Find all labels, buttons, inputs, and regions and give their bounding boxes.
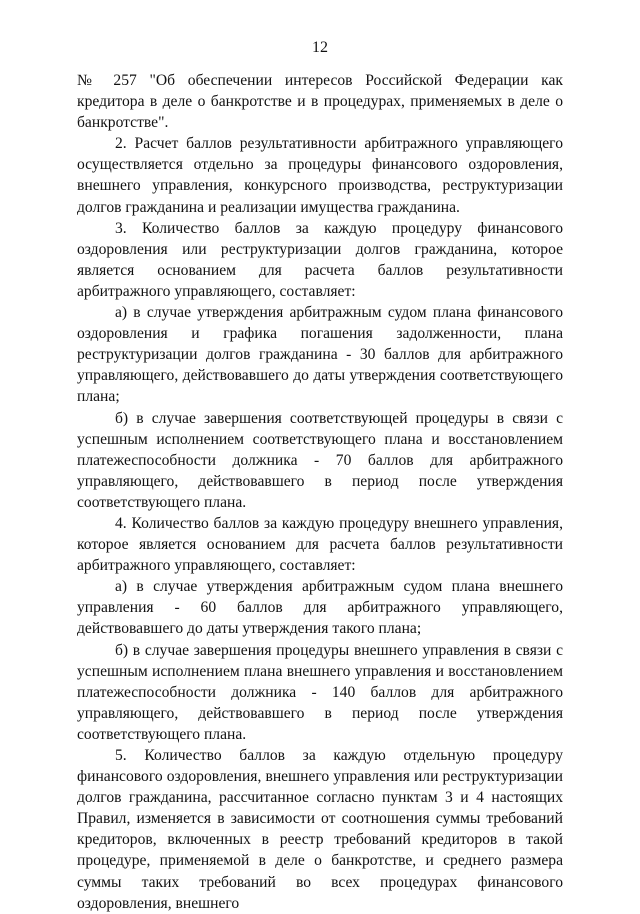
paragraph-decree-reference: № 257 "Об обеспечении интересов Российской Федерации как кредитора в деле о банкротстве и в процедурах, применяемых в деле о банкротстве".	[77, 72, 563, 132]
paragraph-item-4: 4. Количество баллов за каждую процедуру внешнего управления, которое является основанием для расчета баллов результативности арбитражного управляющего, составляет:	[77, 514, 563, 575]
page-number: 12	[312, 39, 328, 56]
document-body	[77, 70, 563, 914]
paragraph-item-2: 2. Расчет баллов результативности арбитражного управляющего осуществляется отдельно за процедуры финансового оздоровления, внешнего управления, конкурсного производства, реструктуризации долгов гражданина и реализации имущества гражданина.	[77, 135, 563, 216]
paragraph-item-3a: а) в случае утверждения арбитражным судом плана финансового оздоровления и графика погашения задолженности, плана реструктуризации долгов гражданина - 30 баллов для арбитражного управляющего, действовавшего до даты утверждения соответствующего плана;	[77, 304, 563, 406]
paragraph-item-3b: б) в случае завершения соответствующей процедуры в связи с успешным исполнением соответствующего плана и восстановлением платежеспособности должника - 70 баллов для арбитражного управляющего, действовавшего в период после утверждения соответствующего плана.	[77, 409, 563, 511]
paragraph-item-4b: б) в случае завершения процедуры внешнего управления в связи с успешным исполнением плана внешнего управления и восстановлением платежеспособности должника - 140 баллов для арбитражного управляющего, действовавшего в период после утверждения соответствующего плана.	[77, 641, 563, 743]
paragraph-item-3: 3. Количество баллов за каждую процедуру финансового оздоровления или реструктуризации долгов гражданина, которое является основанием для расчета баллов результативности арбитражного управляющего, составляет:	[77, 219, 563, 300]
paragraph-item-5: 5. Количество баллов за каждую отдельную процедуру финансового оздоровления, внешнего управления или реструктуризации долгов гражданина, рассчитанное согласно пунктам 3 и 4 настоящих Правил, изменяется в зависимости от соотношения суммы требований кредиторов, включенных в реестр требований кредиторов в такой процедуре, применяемой в деле о банкротстве, и среднего размера суммы таких требований во всех процедурах финансового оздоровления, внешнего	[77, 747, 563, 912]
paragraph-item-4a: а) в случае утверждения арбитражным судом плана внешнего управления - 60 баллов для арбитражного управляющего, действовавшего до даты утверждения такого плана;	[77, 578, 563, 638]
